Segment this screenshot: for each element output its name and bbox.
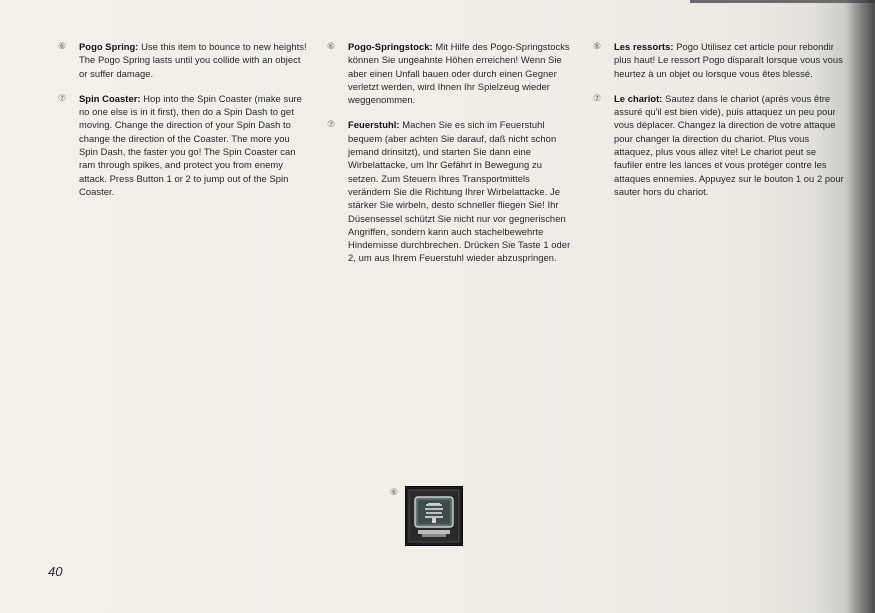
item-spin-coaster-en: [58, 92, 308, 198]
english-column: [58, 40, 308, 210]
item-term: Pogo-Springstock:: [348, 41, 433, 52]
item-monitor-figure: [390, 486, 466, 548]
item-le-chariot-fr: [593, 92, 847, 198]
item-description: Sautez dans le chariot (après vous être assuré qu'il est bien vide), puis attaquez un peu pour vous déplacer. Changez la direction de votre attaque pour changer la direction du chariot. Plus vous attaquez, plus vous allez vite! Le chariot peut se faufiler entre les lances et vous protéger contre les attaques ennemies. Appuyez sur le bouton 1 ou 2 pour sauter hors du chariot.: [614, 92, 844, 197]
item-term: Spin Coaster:: [79, 92, 141, 104]
german-column: [327, 40, 573, 277]
figure-number: ⑥: [390, 487, 399, 497]
item-term: Pogo Spring:: [79, 41, 139, 52]
pogo-spring-monitor-icon: [405, 486, 463, 546]
monitor-graphic: [406, 487, 462, 545]
item-term: Les ressorts:: [614, 41, 674, 52]
item-number: ⑦: [327, 119, 336, 130]
item-description: Hop into the Spin Coaster (make sure no one else is in it first), then do a Spin Dash to get moving. Change the direction of your Spin Dash to change the direction of the Coaster. The more you Spin Dash, the faster you go! The Spin Coaster can ram through spikes, and protect you from enemy attack. Press Button 1 or 2 to jump out of the Spin Coaster.: [79, 92, 302, 197]
item-description: Mit Hilfe des Pogo-Springstocks können Sie ungeahnte Höhen erreichen! Wenn Sie aber einen Unfall bauen oder durch einen Gegner verletzt werden, wird Ihnen Ihr Spielzeug wieder weggenommen.: [348, 41, 570, 106]
item-feuerstuhl-de: [327, 118, 573, 264]
item-number: ⑦: [593, 92, 602, 103]
item-description: Machen Sie es sich im Feuerstuhl bequem (aber achten Sie darauf, daß nicht schon jemand drinsitzt), und starten Sie dann eine Wirbelattacke, um Ihr Gefährt in Bewegung zu setzen. Zum Steuern Ihres Transportmittels verändern Sie die Richtung Ihrer Wirbelattacke. Je stärker Sie wirbeln, desto schneller fliegen Sie! Ihr Düsensessel schützt Sie nicht nur vor gegnerischen Angriffen, sondern kann auch stachelbewehrte Hindernisse durchbrechen. Drücken Sie Taste 1 oder 2, um aus Ihrem Feuerstuhl wieder abzuspringen.: [348, 119, 571, 264]
binding-gutter-shadow: [845, 0, 875, 613]
item-number: ⑥: [593, 41, 602, 51]
item-number: ⑥: [327, 41, 336, 51]
item-les-ressorts-fr: [593, 40, 847, 80]
item-description: Use this item to bounce to new heights! The Pogo Spring lasts until you collide with an object or suffer damage.: [79, 41, 307, 79]
french-column: [593, 40, 847, 210]
item-term: Le chariot:: [614, 92, 663, 104]
page-number: 40: [48, 564, 63, 579]
item-number: ⑥: [58, 41, 67, 51]
item-number: ⑦: [58, 92, 67, 103]
item-description: Pogo Utilisez cet article pour rebondir plus haut! Le ressort Pogo disparaît lorsque vous vous heurtez à un objet ou lorsque vous êtes blessé.: [614, 41, 843, 79]
item-pogo-springstock-de: [327, 40, 573, 106]
item-pogo-spring-en: [58, 40, 308, 80]
item-term: Feuerstuhl:: [348, 119, 400, 131]
